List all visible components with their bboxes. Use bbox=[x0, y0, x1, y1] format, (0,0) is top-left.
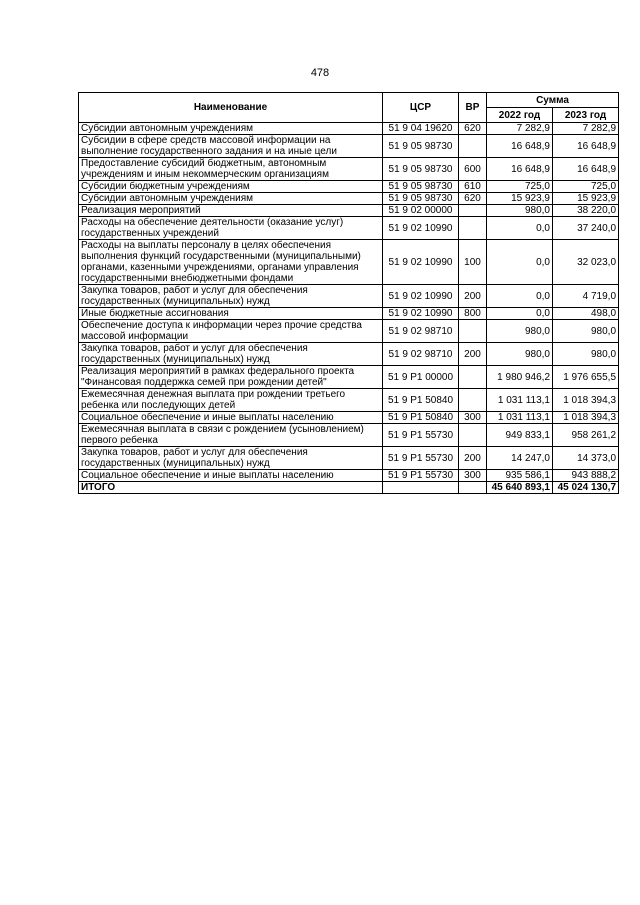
row-csr: 51 9 02 00000 bbox=[383, 205, 459, 217]
row-vr: 200 bbox=[459, 447, 487, 470]
row-amount-2022: 949 833,1 bbox=[487, 424, 553, 447]
header-2023: 2023 год bbox=[553, 108, 619, 123]
row-amount-2023: 980,0 bbox=[553, 343, 619, 366]
row-vr: 100 bbox=[459, 240, 487, 285]
row-vr: 800 bbox=[459, 308, 487, 320]
row-csr: 51 9 05 98730 bbox=[383, 181, 459, 193]
row-amount-2023: 15 923,9 bbox=[553, 193, 619, 205]
row-amount-2023: 4 719,0 bbox=[553, 285, 619, 308]
row-vr: 200 bbox=[459, 343, 487, 366]
row-csr: 51 9 05 98730 bbox=[383, 135, 459, 158]
table-row bbox=[79, 158, 619, 181]
row-name: Субсидии в сфере средств массовой информации на выполнение государственного задания и на иные цели bbox=[79, 135, 383, 158]
table-row bbox=[79, 205, 619, 217]
row-amount-2022: 1 980 946,2 bbox=[487, 366, 553, 389]
row-csr: 51 9 P1 55730 bbox=[383, 447, 459, 470]
table-body bbox=[79, 123, 619, 494]
row-csr: 51 9 02 10990 bbox=[383, 308, 459, 320]
header-name: Наименование bbox=[79, 93, 383, 123]
row-amount-2022: 1 031 113,1 bbox=[487, 389, 553, 412]
table-row bbox=[79, 181, 619, 193]
row-amount-2022: 935 586,1 bbox=[487, 470, 553, 482]
row-amount-2022: 980,0 bbox=[487, 320, 553, 343]
row-csr: 51 9 02 10990 bbox=[383, 285, 459, 308]
row-amount-2023: 1 976 655,5 bbox=[553, 366, 619, 389]
row-amount-2022: 980,0 bbox=[487, 343, 553, 366]
row-vr bbox=[459, 389, 487, 412]
row-vr bbox=[459, 217, 487, 240]
table-row bbox=[79, 285, 619, 308]
row-name: Предоставление субсидий бюджетным, автономным учреждениям и иным некоммерческим организациям bbox=[79, 158, 383, 181]
row-csr: 51 9 P1 55730 bbox=[383, 470, 459, 482]
row-csr: 51 9 04 19620 bbox=[383, 123, 459, 135]
table-row bbox=[79, 320, 619, 343]
budget-table bbox=[78, 92, 619, 494]
row-name: Ежемесячная денежная выплата при рождении третьего ребенка или последующих детей bbox=[79, 389, 383, 412]
header-sum: Сумма bbox=[487, 93, 619, 108]
row-name: Закупка товаров, работ и услуг для обеспечения государственных (муниципальных) нужд bbox=[79, 343, 383, 366]
table-row bbox=[79, 470, 619, 482]
row-vr bbox=[459, 205, 487, 217]
row-name: Закупка товаров, работ и услуг для обеспечения государственных (муниципальных) нужд bbox=[79, 447, 383, 470]
row-name: Реализация мероприятий в рамках федерального проекта "Финансовая поддержка семей при рождении детей" bbox=[79, 366, 383, 389]
row-name: Обеспечение доступа к информации через прочие средства массовой информации bbox=[79, 320, 383, 343]
table-row bbox=[79, 135, 619, 158]
row-amount-2022: 16 648,9 bbox=[487, 135, 553, 158]
row-amount-2022: 980,0 bbox=[487, 205, 553, 217]
row-name: Социальное обеспечение и иные выплаты населению bbox=[79, 470, 383, 482]
row-vr: 300 bbox=[459, 470, 487, 482]
table-row bbox=[79, 424, 619, 447]
table-row bbox=[79, 389, 619, 412]
row-csr: 51 9 P1 00000 bbox=[383, 366, 459, 389]
row-vr: 620 bbox=[459, 193, 487, 205]
row-csr: 51 9 02 98710 bbox=[383, 343, 459, 366]
row-amount-2022: 7 282,9 bbox=[487, 123, 553, 135]
table-row bbox=[79, 308, 619, 320]
table-row bbox=[79, 240, 619, 285]
row-vr bbox=[459, 135, 487, 158]
table-row bbox=[79, 412, 619, 424]
table-row bbox=[79, 447, 619, 470]
table-row bbox=[79, 193, 619, 205]
row-vr: 300 bbox=[459, 412, 487, 424]
row-vr: 610 bbox=[459, 181, 487, 193]
total-row bbox=[79, 482, 619, 494]
row-name: Расходы на выплаты персоналу в целях обеспечения выполнения функций государственными (муниципальными) органами, казенными учреждениями, органами управления государственными внебюджетными фондами bbox=[79, 240, 383, 285]
row-amount-2022: 0,0 bbox=[487, 217, 553, 240]
row-name: Субсидии автономным учреждениям bbox=[79, 123, 383, 135]
row-name: Социальное обеспечение и иные выплаты населению bbox=[79, 412, 383, 424]
row-amount-2022: 0,0 bbox=[487, 308, 553, 320]
row-vr: 200 bbox=[459, 285, 487, 308]
row-csr: 51 9 02 10990 bbox=[383, 217, 459, 240]
table-row bbox=[79, 123, 619, 135]
row-name: Субсидии автономным учреждениям bbox=[79, 193, 383, 205]
row-name: Иные бюджетные ассигнования bbox=[79, 308, 383, 320]
row-amount-2022: 725,0 bbox=[487, 181, 553, 193]
row-amount-2022: 0,0 bbox=[487, 240, 553, 285]
row-vr bbox=[459, 366, 487, 389]
row-csr: 51 9 05 98730 bbox=[383, 158, 459, 181]
row-vr bbox=[459, 320, 487, 343]
row-name: Реализация мероприятий bbox=[79, 205, 383, 217]
row-amount-2023: 958 261,2 bbox=[553, 424, 619, 447]
row-csr: 51 9 05 98730 bbox=[383, 193, 459, 205]
row-csr: 51 9 02 10990 bbox=[383, 240, 459, 285]
row-amount-2023: 980,0 bbox=[553, 320, 619, 343]
total-csr-cell bbox=[383, 482, 459, 494]
row-csr: 51 9 P1 50840 bbox=[383, 412, 459, 424]
row-vr: 620 bbox=[459, 123, 487, 135]
row-name: Закупка товаров, работ и услуг для обеспечения государственных (муниципальных) нужд bbox=[79, 285, 383, 308]
row-vr: 600 bbox=[459, 158, 487, 181]
row-amount-2023: 16 648,9 bbox=[553, 158, 619, 181]
header-2022: 2022 год bbox=[487, 108, 553, 123]
row-name: Ежемесячная выплата в связи с рождением (усыновлением) первого ребенка bbox=[79, 424, 383, 447]
row-amount-2022: 0,0 bbox=[487, 285, 553, 308]
row-name: Субсидии бюджетным учреждениям bbox=[79, 181, 383, 193]
table-row bbox=[79, 343, 619, 366]
row-amount-2022: 16 648,9 bbox=[487, 158, 553, 181]
total-label: ИТОГО bbox=[79, 482, 383, 494]
row-name: Расходы на обеспечение деятельности (оказание услуг) государственных учреждений bbox=[79, 217, 383, 240]
row-amount-2022: 1 031 113,1 bbox=[487, 412, 553, 424]
row-amount-2023: 32 023,0 bbox=[553, 240, 619, 285]
header-csr: ЦСР bbox=[383, 93, 459, 123]
row-amount-2023: 725,0 bbox=[553, 181, 619, 193]
row-amount-2023: 14 373,0 bbox=[553, 447, 619, 470]
total-vr-cell bbox=[459, 482, 487, 494]
row-vr bbox=[459, 424, 487, 447]
row-amount-2022: 15 923,9 bbox=[487, 193, 553, 205]
total-2022: 45 640 893,1 bbox=[487, 482, 553, 494]
row-amount-2023: 943 888,2 bbox=[553, 470, 619, 482]
header-vr: ВР bbox=[459, 93, 487, 123]
page-number: 478 bbox=[310, 67, 330, 79]
total-2023: 45 024 130,7 bbox=[553, 482, 619, 494]
row-amount-2023: 498,0 bbox=[553, 308, 619, 320]
row-csr: 51 9 02 98710 bbox=[383, 320, 459, 343]
row-amount-2023: 1 018 394,3 bbox=[553, 412, 619, 424]
row-amount-2023: 37 240,0 bbox=[553, 217, 619, 240]
row-csr: 51 9 P1 50840 bbox=[383, 389, 459, 412]
row-csr: 51 9 P1 55730 bbox=[383, 424, 459, 447]
row-amount-2023: 7 282,9 bbox=[553, 123, 619, 135]
row-amount-2023: 38 220,0 bbox=[553, 205, 619, 217]
row-amount-2023: 16 648,9 bbox=[553, 135, 619, 158]
table-row bbox=[79, 366, 619, 389]
table-row bbox=[79, 217, 619, 240]
row-amount-2022: 14 247,0 bbox=[487, 447, 553, 470]
row-amount-2023: 1 018 394,3 bbox=[553, 389, 619, 412]
